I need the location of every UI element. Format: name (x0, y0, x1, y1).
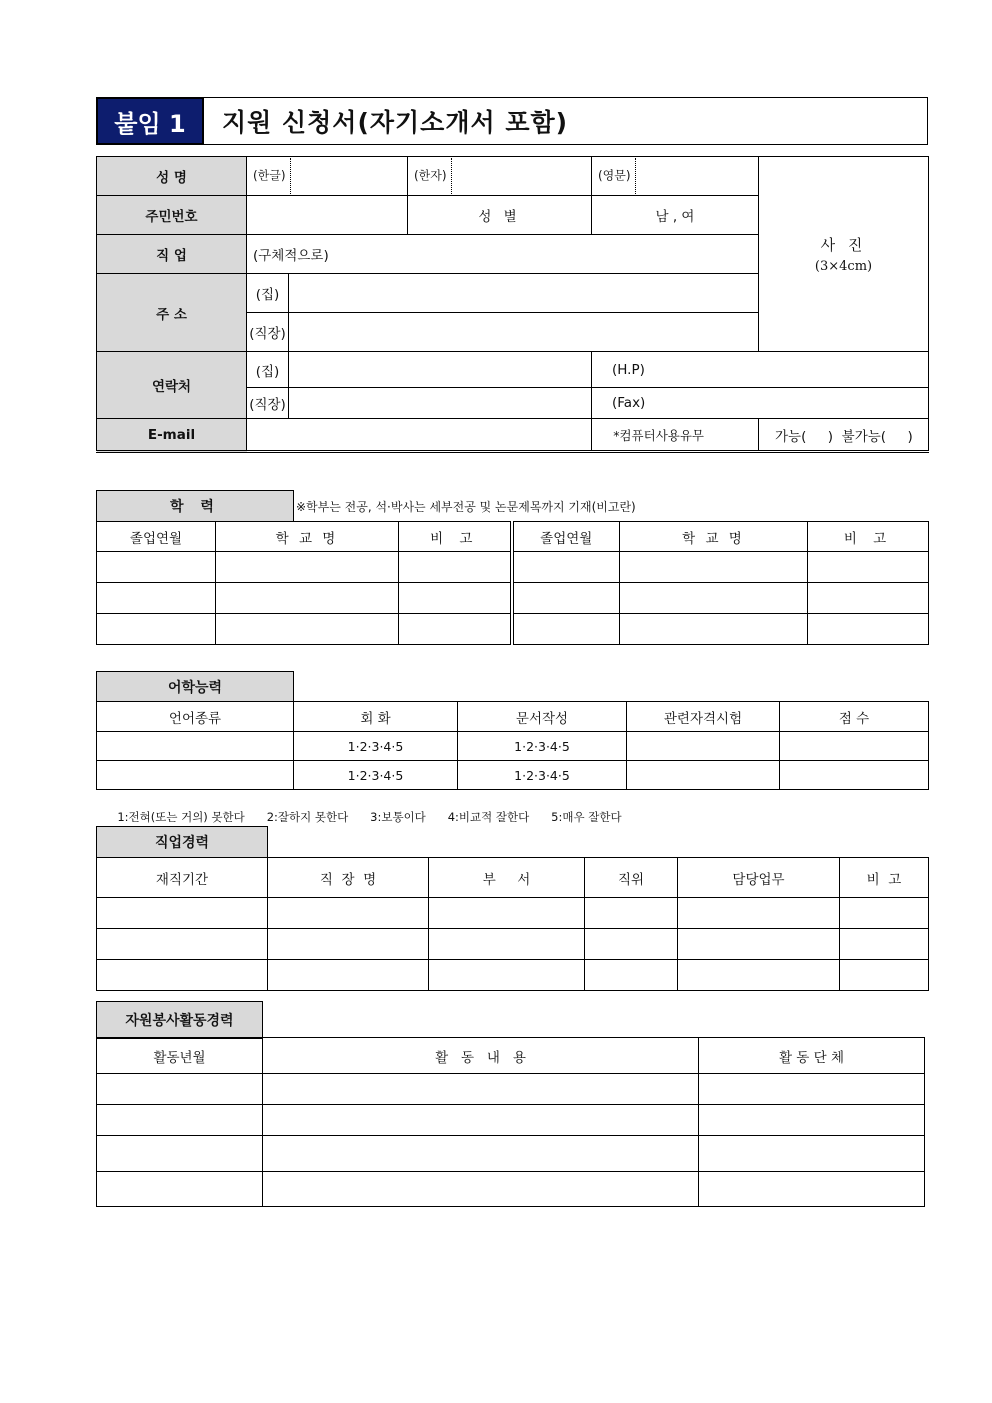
table-row (97, 583, 929, 614)
attachment-badge: 붙임 1 (96, 97, 204, 145)
writing-scale[interactable]: 1·2·3·4·5 (458, 732, 627, 761)
tel-work-field[interactable] (289, 388, 592, 419)
conversation-scale[interactable]: 1·2·3·4·5 (294, 761, 458, 790)
table-cell[interactable] (840, 929, 929, 960)
table-row (97, 1172, 925, 1207)
table-cell[interactable] (399, 583, 512, 614)
table-cell[interactable] (263, 1074, 699, 1105)
career-header-company: 직 장 명 (268, 858, 429, 898)
computer-label: *컴퓨터사용유무 (592, 419, 759, 452)
language-table (96, 701, 929, 790)
table-cell[interactable] (97, 761, 294, 790)
legend-item: 3:보통이다 (370, 810, 426, 824)
table-row (97, 929, 929, 960)
lang-header-conversation: 회 화 (294, 702, 458, 732)
volunteer-header-org: 활 동 단 체 (699, 1038, 925, 1074)
table-cell[interactable] (840, 898, 929, 929)
lang-header-certificate: 관련자격시험 (627, 702, 780, 732)
addr-home-hint: (집) (247, 274, 289, 313)
name-english-field[interactable] (592, 157, 759, 196)
job-field[interactable] (247, 235, 759, 274)
table-cell[interactable] (97, 614, 216, 645)
photo-label: 사 진 (820, 236, 867, 254)
hp-field[interactable] (592, 352, 929, 388)
form-title: 지원 신청서(자기소개서 포함) (222, 108, 569, 137)
table-cell[interactable] (585, 929, 678, 960)
table-cell[interactable] (399, 614, 512, 645)
name-korean-hint: (한글) (253, 168, 286, 183)
lang-header-score: 점 수 (780, 702, 929, 732)
table-cell[interactable] (627, 732, 780, 761)
table-cell[interactable] (268, 960, 429, 991)
career-table (96, 857, 929, 991)
table-cell[interactable] (620, 583, 808, 614)
table-cell[interactable] (97, 1074, 263, 1105)
name-hanja-field[interactable] (408, 157, 592, 196)
gender-label: 성 별 (408, 196, 592, 235)
table-cell[interactable] (678, 898, 840, 929)
table-cell[interactable] (216, 614, 399, 645)
addr-home-field[interactable] (289, 274, 759, 313)
table-row (97, 1074, 925, 1105)
edu-header-note-1: 비 고 (399, 522, 512, 552)
table-cell[interactable] (97, 732, 294, 761)
rrn-field[interactable] (247, 196, 408, 235)
table-cell[interactable] (808, 614, 929, 645)
table-row (97, 732, 929, 761)
career-header-note: 비 고 (840, 858, 929, 898)
legend-item: 1:전혀(또는 거의) 못한다 (117, 810, 245, 824)
address-label: 주 소 (97, 274, 247, 352)
table-cell[interactable] (699, 1074, 925, 1105)
table-cell[interactable] (97, 583, 216, 614)
table-cell[interactable] (97, 929, 268, 960)
edu-header-school-2: 학 교 명 (620, 522, 808, 552)
lang-header-language: 언어종류 (97, 702, 294, 732)
table-cell[interactable] (699, 1136, 925, 1172)
table-cell[interactable] (268, 929, 429, 960)
education-table (96, 521, 929, 645)
table-cell[interactable] (840, 960, 929, 991)
tel-work-hint: (직장) (247, 388, 289, 419)
lang-header-writing: 문서작성 (458, 702, 627, 732)
job-label: 직 업 (97, 235, 247, 274)
table-cell[interactable] (780, 732, 929, 761)
addr-work-field[interactable] (289, 313, 759, 352)
table-cell[interactable] (97, 898, 268, 929)
table-cell[interactable] (429, 898, 585, 929)
contact-label: 연락처 (97, 352, 247, 419)
edu-header-grad-date-2: 졸업연월 (512, 522, 620, 552)
tel-home-hint: (집) (247, 352, 289, 388)
table-row (97, 614, 929, 645)
email-label: E-mail (97, 419, 247, 452)
table-cell[interactable] (399, 552, 512, 583)
education-note: ※학부는 전공, 석·박사는 세부전공 및 논문제목까지 기재(비고란) (296, 500, 636, 514)
legend-item: 4:비교적 잘한다 (447, 810, 530, 824)
name-english-hint: (영문) (598, 168, 631, 183)
photo-box[interactable] (759, 157, 929, 352)
table-cell[interactable] (512, 583, 620, 614)
edu-header-school-1: 학 교 명 (216, 522, 399, 552)
edu-header-note-2: 비 고 (808, 522, 929, 552)
tel-home-field[interactable] (289, 352, 592, 388)
table-cell[interactable] (699, 1172, 925, 1207)
table-cell[interactable] (699, 1105, 925, 1136)
career-header-position: 직위 (585, 858, 678, 898)
table-cell[interactable] (808, 583, 929, 614)
education-title: 학 력 (96, 490, 294, 522)
fax-field[interactable] (592, 388, 929, 419)
table-cell[interactable] (429, 960, 585, 991)
volunteer-header-content: 활 동 내 용 (263, 1038, 699, 1074)
name-hanja-hint: (한자) (414, 168, 447, 183)
table-cell[interactable] (263, 1172, 699, 1207)
computer-value[interactable]: 가능( ) 불가능( ) (759, 419, 929, 452)
writing-scale[interactable]: 1·2·3·4·5 (458, 761, 627, 790)
table-cell[interactable] (627, 761, 780, 790)
table-cell[interactable] (97, 960, 268, 991)
table-row (97, 552, 929, 583)
hp-hint: (H.P) (612, 361, 645, 378)
personal-info-table (96, 156, 929, 453)
table-row (97, 960, 929, 991)
language-legend (110, 795, 622, 825)
table-cell[interactable] (216, 583, 399, 614)
fax-hint: (Fax) (612, 395, 646, 411)
career-header-duties: 담당업무 (678, 858, 840, 898)
table-cell[interactable] (97, 1105, 263, 1136)
volunteer-title: 자원봉사활동경력 (96, 1001, 263, 1039)
table-cell[interactable] (678, 960, 840, 991)
table-cell[interactable] (512, 552, 620, 583)
email-field[interactable] (247, 419, 592, 452)
addr-work-hint: (직장) (247, 313, 289, 352)
photo-size: (3×4cm) (814, 259, 873, 274)
table-cell[interactable] (97, 1136, 263, 1172)
table-cell[interactable] (620, 614, 808, 645)
legend-item: 5:매우 잘한다 (551, 810, 622, 824)
table-row (97, 1136, 925, 1172)
table-row (97, 761, 929, 790)
conversation-scale[interactable]: 1·2·3·4·5 (294, 732, 458, 761)
table-cell[interactable] (620, 552, 808, 583)
table-cell[interactable] (585, 960, 678, 991)
volunteer-table (96, 1037, 925, 1207)
volunteer-header-date: 활동년월 (97, 1038, 263, 1074)
table-cell[interactable] (97, 1172, 263, 1207)
career-title: 직업경력 (96, 826, 268, 858)
name-korean-field[interactable] (247, 157, 408, 196)
table-cell[interactable] (268, 898, 429, 929)
job-hint: (구체적으로) (253, 248, 329, 264)
table-cell[interactable] (97, 552, 216, 583)
legend-item: 2:잘하지 못한다 (266, 810, 349, 824)
table-cell[interactable] (512, 614, 620, 645)
table-cell[interactable] (678, 929, 840, 960)
table-cell[interactable] (216, 552, 399, 583)
career-header-period: 재직기간 (97, 858, 268, 898)
career-header-department: 부 서 (429, 858, 585, 898)
edu-header-grad-date-1: 졸업연월 (97, 522, 216, 552)
table-cell[interactable] (263, 1105, 699, 1136)
table-cell[interactable] (808, 552, 929, 583)
table-row (97, 898, 929, 929)
table-cell[interactable] (263, 1136, 699, 1172)
table-row (97, 1105, 925, 1136)
table-cell[interactable] (585, 898, 678, 929)
table-cell[interactable] (429, 929, 585, 960)
name-label: 성 명 (97, 157, 247, 196)
gender-value[interactable]: 남 , 여 (592, 196, 759, 235)
language-title: 어학능력 (96, 671, 294, 702)
rrn-label: 주민번호 (97, 196, 247, 235)
table-cell[interactable] (780, 761, 929, 790)
